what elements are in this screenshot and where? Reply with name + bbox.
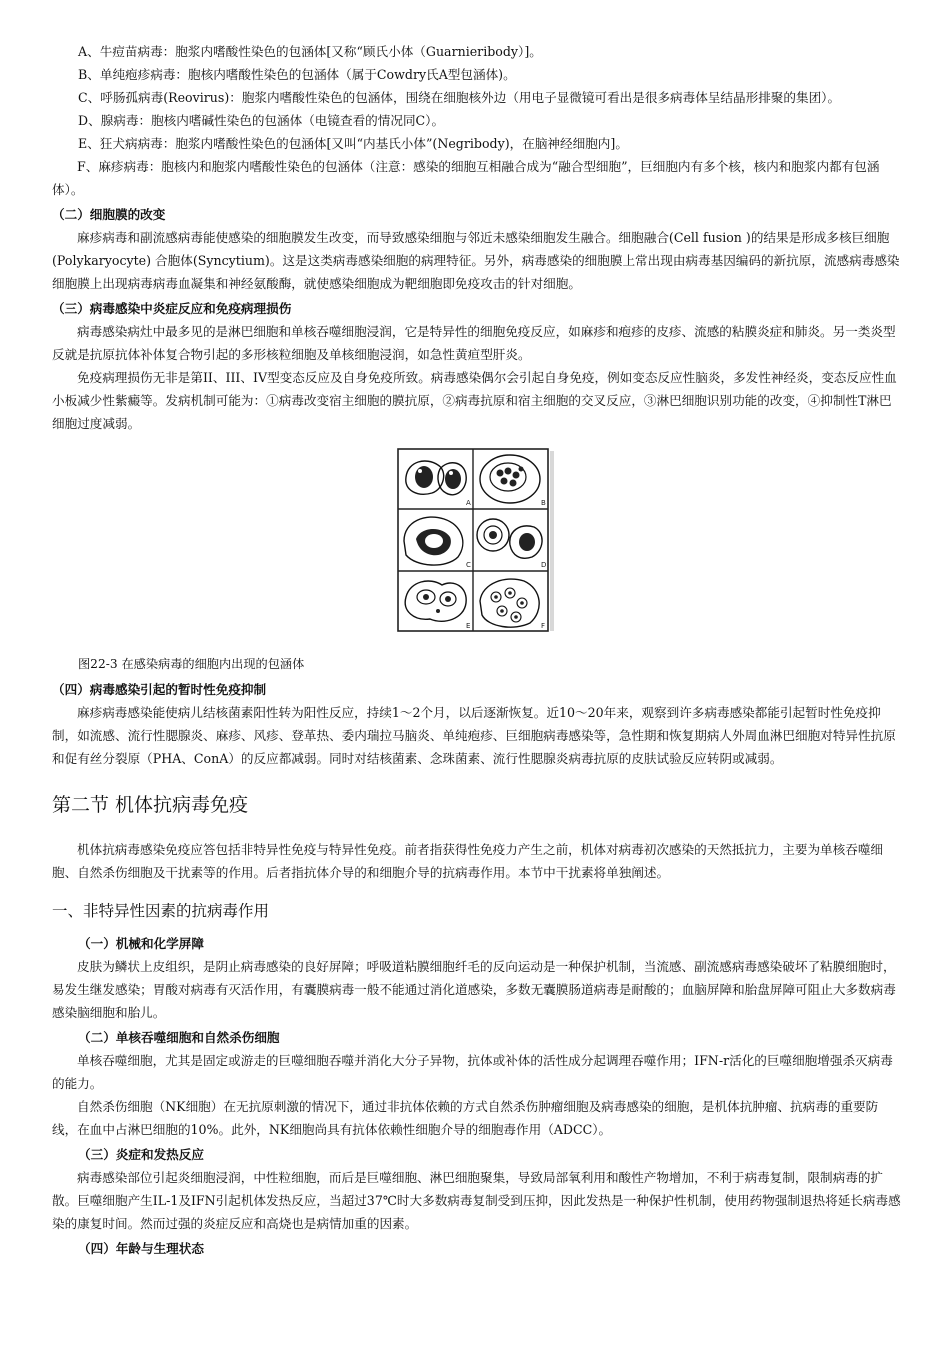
paragraph-immunosuppression: 麻疹病毒感染能使病儿结核菌素阳性转为阳性反应，持续1～2个月，以后逐渐恢复。近10～20年来，观察到许多病毒感染都能引起暂时性免疫抑制，如流感、流行性腮腺炎、麻疹、风疹、登革热、委内瑞拉马脑炎、单纯疱疹、巨细胞病毒感染等，急性期和恢复期病人外周血淋巴细胞对特异性抗原和促有丝分裂原（PHA、ConA）的反应都减弱。同时对结核菌素、念珠菌素、流行性腮腺炎病毒抗原的皮肤试验反应转阴或减弱。: [52, 705, 896, 766]
paragraph-phagocytes: 单核吞噬细胞，尤其是固定或游走的巨噬细胞吞噬并消化大分子异物，抗体或补体的活性成分起调理吞噬作用；IFN-r活化的巨噬细胞增强杀灭病毒的能力。: [52, 1053, 893, 1091]
subsection-heading-cell-membrane: （二）细胞膜的改变: [52, 207, 166, 222]
inclusion-item-a: A、牛痘苗病毒：胞浆内嗜酸性染色的包涵体[又称“顾氏小体（Guarnieribody）]。: [78, 44, 542, 59]
section-title: 第二节 机体抗病毒免疫: [52, 794, 249, 816]
document-page: [52, 40, 902, 1260]
subsection-heading-barriers: （一）机械和化学屏障: [78, 936, 204, 951]
paragraph-inflammation-1: 病毒感染病灶中最多见的是淋巴细胞和单核吞噬细胞浸润，它是特异性的细胞免疫反应，如麻疹和疱疹的皮疹、流感的粘膜炎症和肺炎。另一类炎型反就是抗原抗体补体复合物引起的多形核粒细胞及单核细胞浸润，如急性黄疸型肝炎。: [52, 324, 896, 362]
inclusion-item-d: D、腺病毒：胞核内嗜碱性染色的包涵体（电镜查看的情况同C）。: [78, 113, 445, 128]
paragraph-nk-cells: 自然杀伤细胞（NK细胞）在无抗原刺激的情况下，通过非抗体依赖的方式自然杀伤肿瘤细胞及病毒感染的细胞，是机体抗肿瘤、抗病毒的重要防线，在血中占淋巴细胞的10%。此外，NK细胞尚具有抗体依赖性细胞介导的细胞毒作用（ADCC）。: [52, 1099, 879, 1137]
paragraph-cell-membrane: 麻疹病毒和副流感病毒能使感染的细胞膜发生改变，而导致感染细胞与邻近未感染细胞发生融合。细胞融合(Cell fusion )的结果是形成多核巨细胞(Polykaryocyte) 合胞体(Syncytium)。这是这类病毒感染细胞的病理特征。另外，病毒感染的细胞膜上常出现由病毒基因编码的新抗原，流感病毒感染细胞膜上出现病毒病毒血凝集和神经氨酸酶，就使感染细胞成为靶细胞即免疫攻击的针对细胞。: [52, 230, 900, 291]
section-intro: 机体抗病毒感染免疫应答包括非特异性免疫与特异性免疫。前者指获得性免疫力产生之前，机体对病毒初次感染的天然抵抗力，主要为单核吞噬细胞、自然杀伤细胞及干扰素等的作用。后者指抗体介导的和细胞介导的抗病毒作用。本节中干扰素将单独阐述。: [52, 842, 883, 880]
part-title-nonspecific: 一、非特异性因素的抗病毒作用: [52, 902, 270, 920]
subsection-heading-phagocytes-nk: （二）单核吞噬细胞和自然杀伤细胞: [78, 1030, 280, 1045]
inclusion-item-b: B、单纯疱疹病毒：胞核内嗜酸性染色的包涵体（属于Cowdry氏A型包涵体)。: [78, 67, 516, 82]
inclusion-item-e: E、狂犬病病毒：胞浆内嗜酸性染色的包涵体[又叫“内基氏小体”(Negribody)，在脑神经细胞内]。: [78, 136, 628, 151]
subsection-heading-inflammation: （三）病毒感染中炎症反应和免疫病理损伤: [52, 301, 292, 316]
subsection-heading-age: （四）年龄与生理状态: [78, 1241, 204, 1256]
inclusion-bodies-illustration: [396, 447, 566, 635]
inclusion-item-f: F、麻疹病毒：胞核内和胞浆内嗜酸性染色的包涵体（注意：感染的细胞互相融合成为“融合型细胞”，巨细胞内有多个核，核内和胞浆内都有包涵体）。: [52, 159, 880, 197]
panel-label-a: A: [466, 499, 471, 507]
subsection-heading-fever: （三）炎症和发热反应: [78, 1147, 204, 1162]
paragraph-fever: 病毒感染部位引起炎细胞浸润，中性粒细胞，而后是巨噬细胞、淋巴细胞聚集，导致局部氧利用和酸性产物增加，不利于病毒复制，限制病毒的扩散。巨噬细胞产生IL-1及IFN引起机体发热反应，当超过37℃时大多数病毒复制受到压抑，因此发热是一种保护性机制，使用药物强制退热将延长病毒感染的康复时间。然而过强的炎症反应和高烧也是病情加重的因素。: [52, 1170, 901, 1231]
panel-label-e: E: [466, 622, 471, 630]
figure-inclusion-bodies: [52, 443, 902, 643]
paragraph-inflammation-2: 免疫病理损伤无非是第II、III、IV型变态反应及自身免疫所致。病毒感染偶尔会引起自身免疫，例如变态反应性脑炎，多发性神经炎，变态反应性血小板减少性紫癜等。发病机制可能为：①病毒改变宿主细胞的膜抗原，②病毒抗原和宿主细胞的交叉反应，③淋巴细胞识别功能的改变，④抑制性T淋巴细胞过度减弱。: [52, 370, 897, 431]
figure-caption: 图22-3 在感染病毒的细胞内出现的包涵体: [78, 657, 305, 671]
paragraph-barriers: 皮肤为鳞状上皮组织，是阴止病毒感染的良好屏障；呼吸道粘膜细胞纤毛的反向运动是一种保护机制，当流感、副流感病毒感染破坏了粘膜细胞时，易发生继发感染；胃酸对病毒有灭活作用，有囊膜病毒一般不能通过消化道感染，多数无囊膜肠道病毒是耐酸的；血脑屏障和胎盘屏障可阻止大多数病毒感染脑细胞和胎儿。: [52, 959, 896, 1020]
panel-label-f: F: [541, 622, 546, 630]
panel-label-d: D: [541, 561, 547, 569]
inclusion-item-c: C、呼肠孤病毒(Reovirus)：胞浆内嗜酸性染色的包涵体，围绕在细胞核外边（用电子显微镜可看出是很多病毒体呈结晶形排聚的集团）。: [78, 90, 841, 105]
panel-label-c: C: [466, 561, 471, 569]
subsection-heading-immunosuppression: （四）病毒感染引起的暂时性免疫抑制: [52, 682, 267, 697]
panel-label-b: B: [541, 499, 546, 507]
